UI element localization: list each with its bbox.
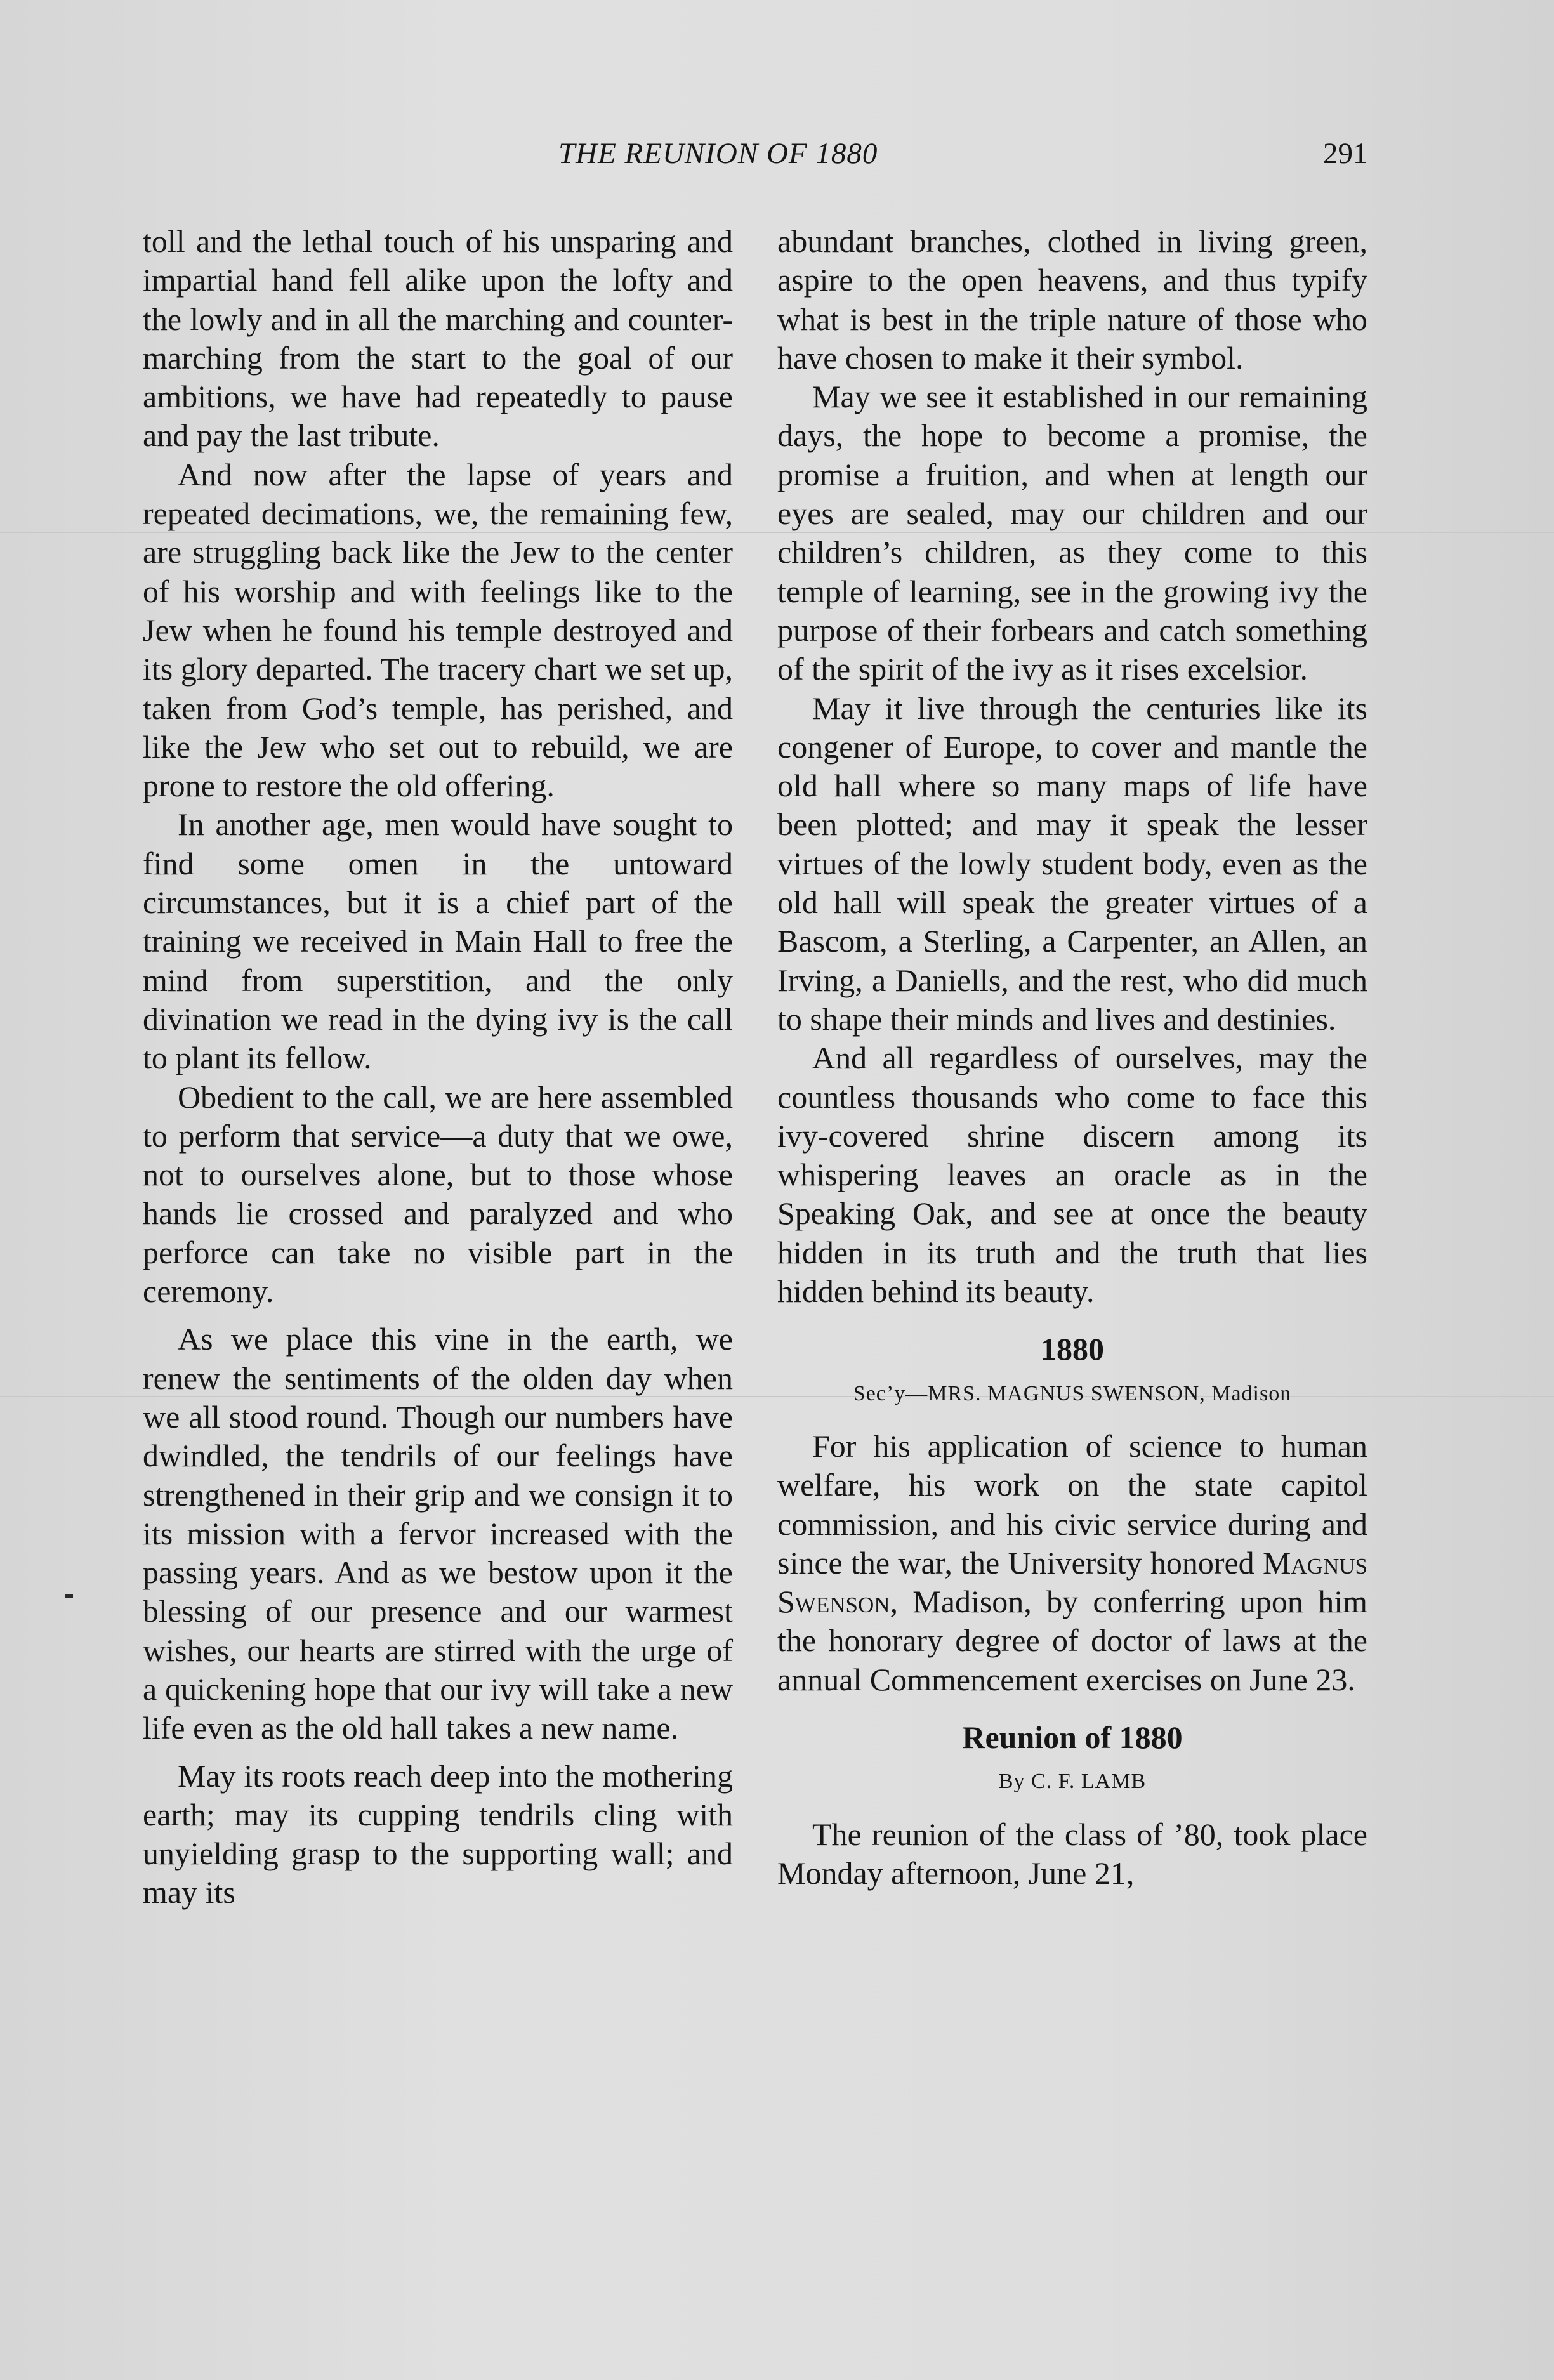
class-secretary-line: Sec’y—MRS. MAGNUS SWENSON, Madison: [853, 1381, 1292, 1405]
honoree-name: Magnus Swenson: [777, 1544, 1367, 1620]
class-year-heading: 1880: [1041, 1331, 1104, 1367]
paragraph: May its roots reach deep into the mothering earth; may its cupping tendrils cling with unyielding grasp to the supporting wall; and may its: [143, 1758, 733, 1910]
left-column: [143, 222, 733, 1912]
reunion-heading: Reunion of 1880: [962, 1719, 1183, 1755]
byline: By C. F. LAMB: [998, 1770, 1147, 1794]
paragraph: In another age, men would have sought to find some omen in the untoward circumstances, but it is a chief part of the training we received in Main Hall to free the mind from superstition, and the only divination we read in the dying ivy is the call to plant its fellow.: [143, 806, 733, 1076]
paragraph: Obedient to the call, we are here assembled to perform that service—a duty that we owe, not to ourselves alone, but to those whose hands lie crossed and paralyzed and who perforce can take no visible part in the ceremony.: [143, 1079, 733, 1310]
paragraph: May we see it established in our remaining days, the hope to become a promise, the promise a fruition, and when at length our eyes are sealed, may our children and our children’s children, as they come to this temple of learning, see in the growing ivy the purpose of their forbears and catch something of the spirit of the ivy as it rises excelsior.: [777, 379, 1367, 687]
paragraph-text: , Madison, by conferring upon him the honorary degree of doctor of laws at the annual Commencement exercises on June 23.: [777, 1584, 1367, 1697]
page-number: 291: [1323, 137, 1368, 170]
paragraph: abundant branches, clothed in living green, aspire to the open heavens, and thus typify what is best in the triple nature of those who have chosen to make it their symbol.: [777, 223, 1367, 376]
running-head: THE REUNION OF 1880: [558, 137, 878, 170]
paragraph: As we place this vine in the earth, we renew the sentiments of the olden day when we all stood round. Though our numbers have dwindled, the tendrils of our feelings have strengthened in their grip and we consign it to its mission with a fervor increased with the passing years. And as we bestow upon it the blessing of our presence and our warmest wishes, our hearts are stirred with the urge of a quickening hope that our ivy will take a new life even as the old hall takes a new name.: [143, 1321, 733, 1746]
paragraph-text: For his application of science to human welfare, his work on the state capitol commission, and his civic service during and since the war, the University honored: [777, 1428, 1367, 1581]
paragraph: And now after the lapse of years and repeated decimations, we, the remaining few, are struggling back like the Jew to the center of his worship and with feelings like to the Jew when he found his temple destroyed and its glory departed. The tracery chart we set up, taken from God’s temple, has perished, and like the Jew who set out to rebuild, we are prone to restore the old offering.: [143, 456, 733, 804]
paragraph: toll and the lethal touch of his unsparing and impartial hand fell alike upon the lofty and the lowly and in all the marching and counter-marching from the start to the goal of our ambitions, we have had repeatedly to pause and pay the last tribute.: [143, 223, 733, 454]
right-column: [777, 222, 1367, 1893]
paragraph: And all regardless of ourselves, may the countless thousands who come to face this ivy-covered shrine discern among its whispering leaves an oracle as in the Speaking Oak, and see at once the beauty hidden in its truth and the truth that lies hidden behind its beauty.: [777, 1040, 1367, 1310]
paragraph: The reunion of the class of ’80, took place Monday afternoon, June 21,: [777, 1816, 1367, 1891]
honorary-degree-paragraph: [777, 1427, 1367, 1699]
print-speck: [65, 1594, 73, 1598]
paragraph: May it live through the centuries like its congener of Europe, to cover and mantle the old hall where so many maps of life have been plotted; and may it speak the lesser virtues of the lowly student body, even as the old hall will speak the greater virtues of a Bascom, a Sterling, a Carpenter, an Allen, an Irving, a Daniells, and the rest, who did much to shape their minds and lives and destinies.: [777, 690, 1367, 1037]
